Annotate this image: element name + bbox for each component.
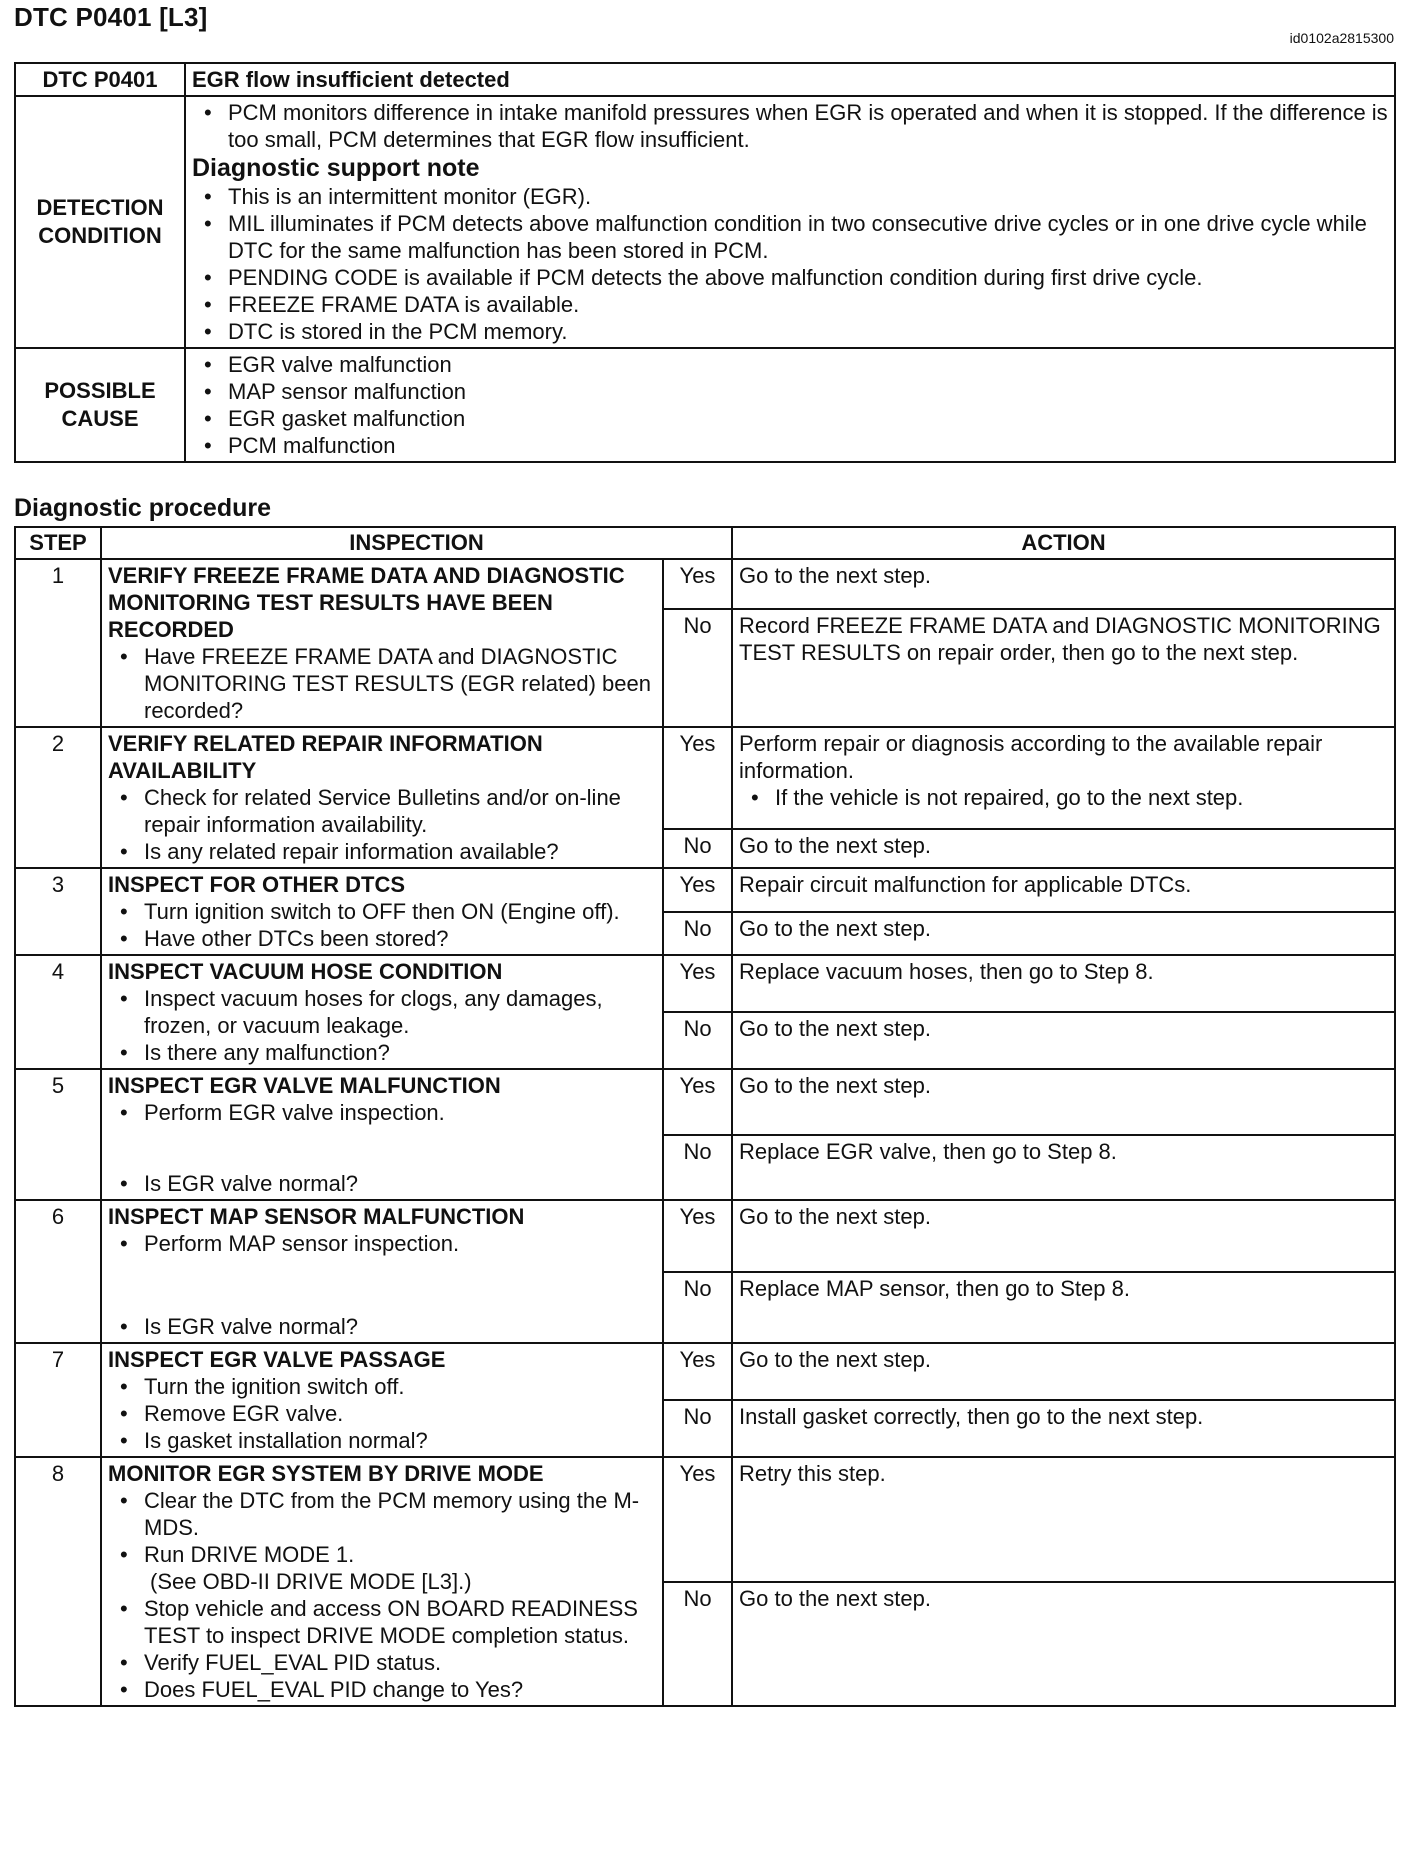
- step-note: (See OBD-II DRIVE MODE [L3].): [150, 1569, 472, 1594]
- cause-item: • MAP sensor malfunction: [192, 378, 1388, 405]
- spacer: [108, 1257, 656, 1313]
- step-bullet: • Is there any malfunction?: [108, 1039, 656, 1066]
- yes-action: Retry this step.: [732, 1457, 1395, 1582]
- step-bullet: • Remove EGR valve.: [108, 1400, 656, 1427]
- step-number: 5: [15, 1069, 101, 1200]
- step-bullet: • Is EGR valve normal?: [108, 1170, 656, 1197]
- support-note-item: • PENDING CODE is available if PCM detects the above malfunction condition during first drive cycle.: [192, 264, 1388, 291]
- detection-condition-row: [15, 96, 1395, 348]
- no-label: No: [663, 1272, 732, 1344]
- step-title: VERIFY RELATED REPAIR INFORMATION AVAILABILITY: [108, 731, 543, 783]
- no-label: No: [663, 829, 732, 868]
- step-bullet: • Verify FUEL_EVAL PID status.: [108, 1649, 656, 1676]
- yes-label: Yes: [663, 1200, 732, 1272]
- no-action: Install gasket correctly, then go to the next step.: [732, 1400, 1395, 1457]
- col-step: STEP: [15, 527, 101, 559]
- col-inspection: INSPECTION: [101, 527, 732, 559]
- support-note-item: • FREEZE FRAME DATA is available.: [192, 291, 1388, 318]
- dtc-code: DTC P0401: [15, 63, 185, 96]
- step-row-yes: [15, 727, 1395, 829]
- no-action: Replace MAP sensor, then go to Step 8.: [732, 1272, 1395, 1344]
- support-note-item: • MIL illuminates if PCM detects above malfunction condition in two consecutive drive cycles or in one drive cycle while DTC for the same malfunction has been stored in PCM.: [192, 210, 1388, 264]
- step-row-yes: [15, 559, 1395, 609]
- no-action: Go to the next step.: [732, 912, 1395, 956]
- detection-condition-label: DETECTION CONDITION: [15, 96, 185, 348]
- detection-bullet: • PCM monitors difference in intake manifold pressures when EGR is operated and when it is stopped. If the difference is too small, PCM determines that EGR flow insufficient.: [192, 99, 1388, 153]
- step-row-yes: [15, 1069, 1395, 1135]
- dtc-summary-table: [14, 62, 1396, 463]
- step-title: VERIFY FREEZE FRAME DATA AND DIAGNOSTIC MONITORING TEST RESULTS HAVE BEEN RECORDED: [108, 563, 625, 642]
- step-title: INSPECT FOR OTHER DTCS: [108, 872, 406, 897]
- step-number: 6: [15, 1200, 101, 1343]
- step-inspection: [101, 1343, 663, 1457]
- yes-label: Yes: [663, 559, 732, 609]
- step-bullet-text: • Run DRIVE MODE 1.: [144, 1542, 355, 1567]
- yes-action: Replace vacuum hoses, then go to Step 8.: [732, 955, 1395, 1012]
- col-action: ACTION: [732, 527, 1395, 559]
- step-bullet: • Does FUEL_EVAL PID change to Yes?: [108, 1676, 656, 1703]
- step-bullet: • Is any related repair information available?: [108, 838, 656, 865]
- yes-action: Go to the next step.: [732, 1343, 1395, 1400]
- step-bullet: • Inspect vacuum hoses for clogs, any damages, frozen, or vacuum leakage.: [108, 985, 656, 1039]
- yes-label: Yes: [663, 727, 732, 829]
- page-title: DTC P0401 [L3]: [14, 2, 208, 32]
- step-inspection: [101, 1200, 663, 1343]
- step-row-yes: [15, 1200, 1395, 1272]
- step-inspection: [101, 1457, 663, 1706]
- step-bullet: • Turn the ignition switch off.: [108, 1373, 656, 1400]
- step-number: 1: [15, 559, 101, 727]
- cause-list: [192, 351, 1388, 459]
- no-label: No: [663, 1582, 732, 1707]
- no-action: Replace EGR valve, then go to Step 8.: [732, 1135, 1395, 1201]
- support-note-item: • This is an intermittent monitor (EGR).: [192, 183, 1388, 210]
- yes-action: Go to the next step.: [732, 1069, 1395, 1135]
- no-action: Go to the next step.: [732, 1012, 1395, 1069]
- step-inspection: [101, 727, 663, 868]
- step-bullet: • Have FREEZE FRAME DATA and DIAGNOSTIC MONITORING TEST RESULTS (EGR related) been recorded?: [108, 643, 656, 724]
- support-note-title: Diagnostic support note: [192, 154, 480, 182]
- no-action: Go to the next step.: [732, 829, 1395, 868]
- support-note-item: • DTC is stored in the PCM memory.: [192, 318, 1388, 345]
- yes-label: Yes: [663, 1069, 732, 1135]
- step-bullet: • Stop vehicle and access ON BOARD READINESS TEST to inspect DRIVE MODE completion status.: [108, 1595, 656, 1649]
- step-bullet: • Is EGR valve normal?: [108, 1313, 656, 1340]
- document-id: id0102a2815300: [1289, 30, 1394, 46]
- yes-label: Yes: [663, 955, 732, 1012]
- cause-item: • PCM malfunction: [192, 432, 1388, 459]
- step-row-yes: [15, 1343, 1395, 1400]
- step-row-yes: [15, 1457, 1395, 1582]
- step-bullet: [108, 1541, 656, 1595]
- step-title: MONITOR EGR SYSTEM BY DRIVE MODE: [108, 1461, 544, 1486]
- possible-cause-content: [185, 348, 1395, 462]
- step-title: INSPECT EGR VALVE MALFUNCTION: [108, 1073, 501, 1098]
- step-title: INSPECT VACUUM HOSE CONDITION: [108, 959, 503, 984]
- yes-action: Go to the next step.: [732, 1200, 1395, 1272]
- step-number: 8: [15, 1457, 101, 1706]
- yes-action: Go to the next step.: [732, 559, 1395, 609]
- yes-label: Yes: [663, 1343, 732, 1400]
- no-action: Record FREEZE FRAME DATA and DIAGNOSTIC MONITORING TEST RESULTS on repair order, then go to the next step.: [732, 609, 1395, 727]
- no-label: No: [663, 912, 732, 956]
- step-bullet: • Is gasket installation normal?: [108, 1427, 656, 1454]
- dtc-header-row: [15, 63, 1395, 96]
- step-inspection: [101, 955, 663, 1069]
- yes-action-sub: • If the vehicle is not repaired, go to the next step.: [739, 784, 1388, 811]
- no-label: No: [663, 1012, 732, 1069]
- step-number: 7: [15, 1343, 101, 1457]
- step-bullet: • Check for related Service Bulletins and/or on-line repair information availability.: [108, 784, 656, 838]
- possible-cause-label: POSSIBLE CAUSE: [15, 348, 185, 462]
- dtc-description: EGR flow insufficient detected: [185, 63, 1395, 96]
- step-title: INSPECT EGR VALVE PASSAGE: [108, 1347, 446, 1372]
- procedure-title: Diagnostic procedure: [14, 494, 271, 522]
- no-label: No: [663, 1135, 732, 1201]
- step-number: 3: [15, 868, 101, 955]
- support-note-list: [192, 183, 1388, 345]
- step-row-yes: [15, 955, 1395, 1012]
- step-inspection: [101, 559, 663, 727]
- step-title: INSPECT MAP SENSOR MALFUNCTION: [108, 1204, 525, 1229]
- spacer: [108, 1126, 656, 1170]
- yes-action-text: Perform repair or diagnosis according to the available repair information.: [739, 731, 1323, 783]
- step-number: 2: [15, 727, 101, 868]
- step-bullet: • Perform MAP sensor inspection.: [108, 1230, 656, 1257]
- yes-label: Yes: [663, 868, 732, 912]
- step-bullet: • Turn ignition switch to OFF then ON (Engine off).: [108, 898, 656, 925]
- yes-action: [732, 727, 1395, 829]
- procedure-header-row: [15, 527, 1395, 559]
- cause-item: • EGR gasket malfunction: [192, 405, 1388, 432]
- no-label: No: [663, 609, 732, 727]
- yes-label: Yes: [663, 1457, 732, 1582]
- step-number: 4: [15, 955, 101, 1069]
- step-inspection: [101, 1069, 663, 1200]
- step-bullet: • Clear the DTC from the PCM memory using the M-MDS.: [108, 1487, 656, 1541]
- cause-item: • EGR valve malfunction: [192, 351, 1388, 378]
- detection-condition-content: [185, 96, 1395, 348]
- step-row-yes: [15, 868, 1395, 912]
- procedure-table: [14, 526, 1396, 1707]
- yes-action: Repair circuit malfunction for applicable DTCs.: [732, 868, 1395, 912]
- possible-cause-row: [15, 348, 1395, 462]
- no-label: No: [663, 1400, 732, 1457]
- step-bullet: • Have other DTCs been stored?: [108, 925, 656, 952]
- step-bullet: • Perform EGR valve inspection.: [108, 1099, 656, 1126]
- no-action: Go to the next step.: [732, 1582, 1395, 1707]
- step-inspection: [101, 868, 663, 955]
